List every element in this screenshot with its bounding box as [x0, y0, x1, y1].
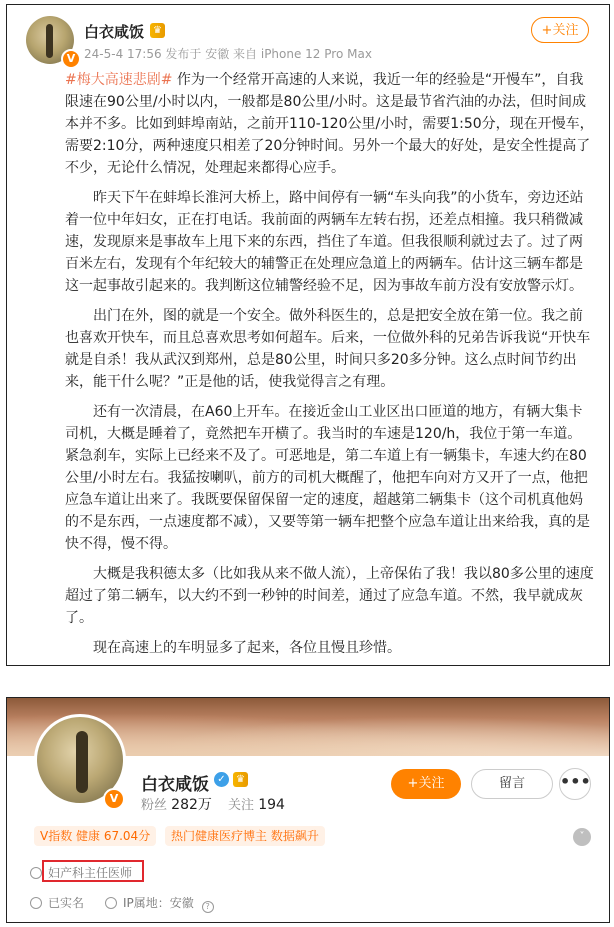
paragraph-5: 大概是我积德太多（比如我从来不做人流），上帝保佑了我！我以80多公里的速度超过了第二辆车，以大约不到一秒钟的时间差，通过了应急车道。不然，我早就成灰了。	[65, 566, 594, 626]
shield-icon	[30, 867, 42, 879]
paragraph-1	[65, 69, 595, 179]
paragraph-2: 昨天下午在蚌埠长淮河大桥上，路中间停有一辆“车头向我”的小货车，旁边还站着一位中年妇女，正在打电话。我前面的两辆车左转右拐，还差点相撞。我只稍微减速，发现原来是事故车上甩下来的东西，挡住了车道。但我很顺利就过去了。过了两百米左右，发现有个年纪较大的辅警正在处理应急道上的两辆车。估计这三辆车都是这一起事故引起来的。我判断这位辅警经验不足，因为事故车前方没有安放警示灯。	[65, 190, 584, 294]
location-icon	[105, 897, 117, 909]
following-label: 关注	[228, 798, 255, 813]
paragraph-3: 出门在外，图的就是一个安全。做外科医生的，总是把安全放在第一位。我之前也喜欢开快车，而且总喜欢思考如何超车。后来，一位做外科的兄弟告诉我说“开快车就是自杀！我从武汉到郑州，总是80公里，时间只多20多分钟。这么点时间节约出来，能干什么呢？”正是他的话，使我觉得言之有理。	[65, 308, 591, 390]
verified-check-icon: ✓	[214, 772, 229, 787]
paragraph-6: 现在高速上的车明显多了起来，各位且慢且珍惜。	[93, 640, 401, 656]
verified-v-icon: V	[103, 788, 125, 810]
post-content	[65, 69, 595, 666]
following-count[interactable]: 194	[258, 797, 285, 813]
help-icon[interactable]: ?	[202, 901, 214, 913]
ip-row	[105, 894, 220, 913]
realname-row	[30, 894, 84, 911]
follow-button[interactable]: +关注	[531, 17, 589, 43]
fans-label: 粉丝	[141, 798, 168, 813]
paragraph-1-text: 作为一个经常开高速的人来说，我近一年的经验是“开慢车”，自我限速在90公里/小时以内，一般都是80公里/小时。这是最节省汽油的办法，但时间成本并不多。比如到蚌埠南站，之前开110-120公里/小时，需要1:50分，现在开慢车，需要2:10分，两种速度只相差了20分钟时间。另外一个最大的好处，是安全性提高了不少，无论什么情况，处理起来都得心应手。	[65, 72, 594, 176]
verification-text: 妇产科主任医师	[48, 866, 133, 880]
chevron-down-icon[interactable]: ˅	[573, 828, 591, 846]
highlight-box	[42, 860, 144, 882]
hot-blogger-tag[interactable]: 热门健康医疗博主 数据飙升	[165, 826, 325, 846]
fans-count[interactable]: 282万	[171, 797, 212, 813]
verified-v-icon: V	[61, 49, 81, 69]
profile-username: 白衣咸饭	[141, 775, 209, 795]
v-index-tag[interactable]: V指数 健康 67.04分	[34, 826, 156, 846]
hashtag-link[interactable]: #梅大高速悲剧#	[65, 72, 173, 88]
paragraph-4: 还有一次清晨，在A60上开车。在接近金山工业区出口匝道的地方，有辆大集卡司机，大概是睡着了，竟然把车开横了。我当时的车速是120/h，我位于第一车道。紧急刹车，实际上已经来不及了。可恶地是，第二车道上有一辆集卡，车速大约在80公里/小时左右。我猛按喇叭，前方的司机大概醒了，他把车向对方又开了一点，他把应急车道让出来了。我既要保留保留一定的速度，超越第二辆集卡（这个司机真他妈的不是东西，一点速度都不减），又要等第一辆车把整个应急车道让出来给我，真的是快不得，慢不得。	[65, 404, 590, 552]
message-button[interactable]: 留言	[471, 769, 553, 799]
ip-text: IP属地：安徽	[123, 896, 194, 910]
realname-text: 已实名	[48, 896, 85, 910]
weibo-post-card	[6, 4, 610, 666]
profile-stats	[141, 794, 285, 814]
profile-card	[6, 697, 610, 923]
id-card-icon	[30, 897, 42, 909]
crown-badge-icon: ♛	[150, 23, 165, 38]
post-username[interactable]: 白衣咸饭	[84, 23, 145, 41]
more-options-button[interactable]: •••	[559, 768, 591, 800]
profile-follow-button[interactable]: +关注	[391, 769, 461, 799]
crown-badge-icon: ♛	[233, 772, 248, 787]
post-meta: 24-5-4 17:56 发布于 安徽 来自 iPhone 12 Pro Max	[84, 47, 372, 61]
